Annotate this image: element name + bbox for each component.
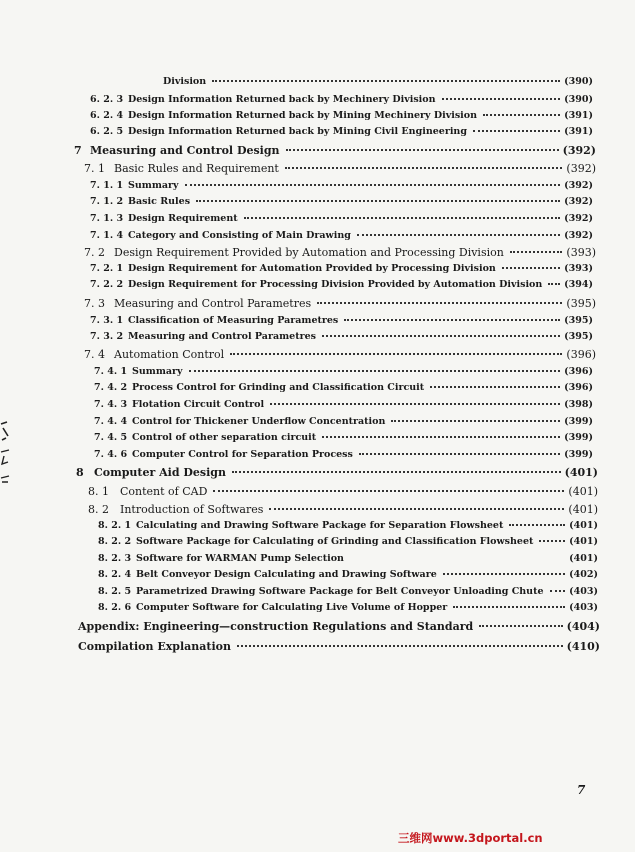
- toc-entry-title: Design Information Returned back by Mining Civil Engineering: [128, 126, 467, 137]
- toc-entry-6-2-3: [90, 95, 593, 105]
- toc-entry-page: (392): [562, 144, 596, 157]
- toc-entry-title: Basic Rules: [128, 196, 191, 207]
- toc-entry-7-4-1: [94, 367, 593, 377]
- toc-section-7-2: [84, 247, 596, 258]
- toc-entry-8-2-4: [98, 570, 598, 580]
- toc-entry-page: (391): [564, 110, 593, 121]
- toc-entry-8-2-3: [98, 554, 598, 564]
- toc-entry-page: (402): [569, 569, 598, 580]
- toc-entry-6-2-5: [90, 127, 593, 137]
- toc-entry-page: (398): [564, 399, 593, 410]
- toc-section-8-2: [88, 504, 598, 515]
- toc-entry-page: (401): [568, 503, 598, 516]
- toc-entry-title: Design Requirement for Processing Division Provided by Automation Division: [128, 279, 543, 290]
- toc-entry-page: (390): [564, 76, 593, 87]
- toc-entry-title: Design Requirement: [128, 213, 238, 224]
- toc-entry-number: 7. 1: [84, 162, 105, 175]
- toc-entry-title: Introduction of Softwares: [120, 503, 264, 516]
- toc-entry-number: 7. 3. 2: [90, 331, 124, 342]
- toc-entry-page: (396): [566, 348, 596, 361]
- dot-leader: [550, 590, 566, 592]
- toc-entry-number: 7. 2. 2: [90, 279, 124, 290]
- dot-leader: [442, 98, 561, 100]
- toc-entry-title: Control of other separation circuit: [132, 432, 317, 443]
- dot-leader: [317, 302, 562, 304]
- toc-entry-7-4-6: [94, 450, 593, 460]
- toc-section-8-1: [88, 486, 598, 497]
- toc-entry-number: 7. 4. 2: [94, 382, 128, 393]
- toc-entry-title: Computer Software for Calculating Live Volume of Hopper: [136, 602, 448, 613]
- toc-entry-number: 7. 3. 1: [90, 315, 124, 326]
- toc-entry-page: (399): [564, 449, 593, 460]
- toc-entry-title: Belt Conveyor Design Calculating and Drawing Software: [136, 569, 437, 580]
- toc-entry-number: 7. 4. 4: [94, 416, 128, 427]
- page-number: 7: [577, 783, 586, 797]
- toc-entry-page: (392): [564, 213, 593, 224]
- toc-entry-number: 8. 2: [88, 503, 109, 516]
- toc-entry-page: (393): [564, 263, 593, 274]
- dot-leader: [237, 645, 563, 647]
- toc-entry-page: (401): [569, 553, 598, 564]
- toc-entry-number: 7. 4. 3: [94, 399, 128, 410]
- toc-entry-title: Content of CAD: [120, 485, 208, 498]
- toc-entry-7-4-3: [94, 400, 593, 410]
- dot-leader: [244, 217, 561, 219]
- dot-leader: [359, 453, 560, 455]
- toc-entry-number: 7. 4: [84, 348, 105, 361]
- toc-entry-title: Measuring and Control Design: [90, 144, 280, 157]
- toc-entry-title: Process Control for Grinding and Classification Circuit: [132, 382, 425, 393]
- toc-section-7-1: [84, 163, 596, 174]
- toc-entry-number: 7. 1. 3: [90, 213, 124, 224]
- toc-entry-number: 8: [76, 466, 84, 479]
- toc-entry-number: 7: [74, 144, 82, 157]
- toc-entry-number: 7. 4. 5: [94, 432, 128, 443]
- dot-leader: [473, 130, 560, 132]
- toc-appendix: [78, 621, 600, 632]
- toc-entry-page: (392): [564, 180, 593, 191]
- dot-leader: [430, 386, 560, 388]
- toc-entry-number: 7. 2. 1: [90, 263, 124, 274]
- toc-entry-7-3-2: [90, 332, 593, 342]
- dot-leader: [479, 625, 562, 627]
- toc-entry-title: Compilation Explanation: [78, 640, 231, 653]
- toc-entry-number: 7. 1. 1: [90, 180, 124, 191]
- toc-entry-title: Summary: [128, 180, 179, 191]
- toc-entry-8-2-6: [98, 603, 598, 613]
- toc-entry-title: Division: [163, 76, 207, 87]
- toc-entry-number: 8. 2. 4: [98, 569, 132, 580]
- dot-leader: [322, 335, 560, 337]
- toc-entry-title: Design Requirement Provided by Automation and Processing Division: [114, 246, 504, 259]
- toc-entry-page: (401): [569, 520, 598, 531]
- toc-entry-8-2-1: [98, 521, 598, 531]
- dot-leader: [212, 80, 560, 82]
- toc-entry-title: Computer Aid Design: [94, 466, 226, 479]
- toc-entry-number: 7. 1. 4: [90, 230, 124, 241]
- toc-entry-page: (401): [568, 485, 598, 498]
- toc-entry-title: Category and Consisting of Main Drawing: [128, 230, 351, 241]
- toc-entry-7-4-2: [94, 383, 593, 393]
- toc-entry-title: Parametrized Drawing Software Package for Belt Conveyor Unloading Chute: [136, 586, 544, 597]
- toc-entry-7-1-2: [90, 197, 593, 207]
- toc-entry-title: Software Package for Calculating of Grinding and Classification Flowsheet: [136, 536, 534, 547]
- toc-entry-title: Calculating and Drawing Software Package for Separation Flowsheet: [136, 520, 504, 531]
- toc-entry-page: (390): [564, 94, 593, 105]
- dot-leader: [232, 471, 561, 473]
- toc-entry-7-2-2: [90, 280, 593, 290]
- toc-entry-number: 7. 4. 6: [94, 449, 128, 460]
- toc-entry-page: (392): [564, 196, 593, 207]
- toc-entry-7-4-4: [94, 417, 593, 427]
- toc-entry-division: [163, 77, 593, 87]
- toc-entry-title: Design Information Returned back by Mechinery Division: [128, 94, 436, 105]
- toc-entry-page: (404): [566, 620, 600, 633]
- toc-entry-title: Basic Rules and Requirement: [114, 162, 279, 175]
- toc-entry-page: (403): [569, 586, 598, 597]
- dot-leader: [344, 319, 560, 321]
- toc-entry-page: (399): [564, 432, 593, 443]
- toc-entry-7-2-1: [90, 264, 593, 274]
- toc-chapter-8: [76, 467, 598, 478]
- toc-entry-title: Computer Control for Separation Process: [132, 449, 353, 460]
- toc-entry-number: 8. 2. 3: [98, 553, 132, 564]
- dot-leader: [539, 540, 565, 542]
- dot-leader: [213, 490, 564, 492]
- toc-section-7-3: [84, 298, 596, 309]
- toc-entry-number: 6. 2. 4: [90, 110, 124, 121]
- dot-leader: [453, 606, 565, 608]
- toc-entry-number: 8. 2. 5: [98, 586, 132, 597]
- toc-entry-title: Software for WARMAN Pump Selection: [136, 553, 344, 564]
- dot-leader: [548, 283, 560, 285]
- dot-leader: [350, 557, 565, 559]
- dot-leader: [509, 524, 565, 526]
- dot-leader: [196, 200, 560, 202]
- toc-entry-page: (395): [566, 297, 596, 310]
- dot-leader: [443, 573, 565, 575]
- dot-leader: [322, 436, 560, 438]
- toc-entry-7-4-5: [94, 433, 593, 443]
- toc-entry-title: Automation Control: [114, 348, 225, 361]
- toc-entry-title: Classification of Measuring Parametres: [128, 315, 339, 326]
- dot-leader: [230, 353, 562, 355]
- toc-compilation-explanation: [78, 641, 600, 652]
- dot-leader: [510, 251, 563, 253]
- dot-leader: [502, 267, 560, 269]
- toc-entry-title: Design Requirement for Automation Provided by Processing Division: [128, 263, 496, 274]
- toc-entry-page: (401): [569, 536, 598, 547]
- toc-entry-page: (395): [564, 315, 593, 326]
- toc-entry-title: Flotation Circuit Control: [132, 399, 265, 410]
- dot-leader: [357, 234, 560, 236]
- toc-entry-number: 6. 2. 5: [90, 126, 124, 137]
- toc-entry-7-1-4: [90, 231, 593, 241]
- toc-entry-page: (401): [564, 466, 598, 479]
- margin-scan-mark: [0, 418, 12, 488]
- toc-entry-title: Measuring and Control Parametres: [128, 331, 316, 342]
- toc-entry-page: (395): [564, 331, 593, 342]
- toc-entry-page: (392): [566, 162, 596, 175]
- toc-entry-page: (403): [569, 602, 598, 613]
- toc-entry-page: (392): [564, 230, 593, 241]
- toc-entry-number: 7. 4. 1: [94, 366, 128, 377]
- toc-entry-number: 8. 2. 1: [98, 520, 132, 531]
- dot-leader: [189, 370, 561, 372]
- dot-leader: [286, 149, 559, 151]
- toc-entry-7-1-1: [90, 181, 593, 191]
- dot-leader: [483, 114, 560, 116]
- toc-entry-7-1-3: [90, 214, 593, 224]
- toc-entry-number: 7. 1. 2: [90, 196, 124, 207]
- dot-leader: [270, 403, 560, 405]
- toc-section-7-4: [84, 349, 596, 360]
- toc-entry-title: Summary: [132, 366, 183, 377]
- toc-chapter-7: [74, 145, 596, 156]
- toc-entry-number: 6. 2. 3: [90, 94, 124, 105]
- toc-entry-title: Control for Thickener Underflow Concentration: [132, 416, 386, 427]
- toc-entry-number: 8. 2. 2: [98, 536, 132, 547]
- watermark: 三维网www.3dportal.cn: [398, 831, 543, 845]
- toc-entry-number: 7. 3: [84, 297, 105, 310]
- toc-entry-8-2-5: [98, 587, 598, 597]
- toc-entry-number: 7. 2: [84, 246, 105, 259]
- toc-entry-page: (396): [564, 382, 593, 393]
- toc-entry-6-2-4: [90, 111, 593, 121]
- toc-entry-title: Appendix: Engineering—construction Regulations and Standard: [78, 620, 474, 633]
- toc-entry-title: Design Information Returned back by Mining Mechinery Division: [128, 110, 478, 121]
- dot-leader: [391, 420, 560, 422]
- toc-entry-number: 8. 1: [88, 485, 109, 498]
- toc-entry-page: (393): [566, 246, 596, 259]
- toc-entry-7-3-1: [90, 316, 593, 326]
- toc-entry-page: (410): [566, 640, 600, 653]
- dot-leader: [285, 167, 563, 169]
- toc-entry-page: (394): [564, 279, 593, 290]
- toc-entry-title: Measuring and Control Parametres: [114, 297, 312, 310]
- toc-entry-page: (396): [564, 366, 593, 377]
- dot-leader: [269, 508, 564, 510]
- toc-entry-number: 8. 2. 6: [98, 602, 132, 613]
- toc-entry-page: (399): [564, 416, 593, 427]
- toc-entry-page: (391): [564, 126, 593, 137]
- dot-leader: [185, 184, 561, 186]
- toc-entry-8-2-2: [98, 537, 598, 547]
